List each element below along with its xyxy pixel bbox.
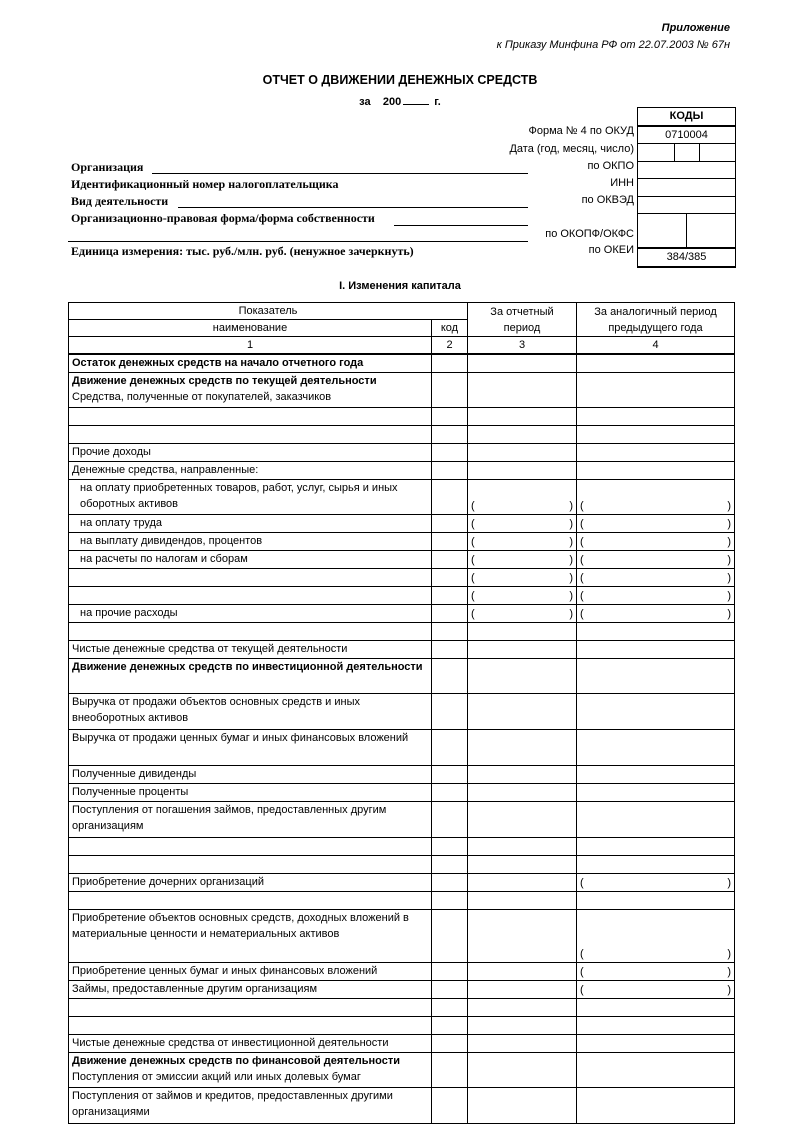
open-bracket: ( [580, 536, 584, 548]
previous-period-cell[interactable] [577, 1017, 735, 1035]
previous-period-cell[interactable] [577, 480, 735, 515]
current-period-cell[interactable] [468, 354, 577, 373]
current-period-cell[interactable] [468, 623, 577, 641]
close-bracket: ) [727, 590, 731, 602]
previous-period-cell[interactable] [577, 408, 735, 426]
codes-box [637, 107, 736, 268]
row-name-cell [69, 462, 432, 480]
current-period-cell[interactable] [468, 569, 577, 587]
negative-value-brackets [468, 587, 576, 604]
row-code-cell[interactable] [432, 623, 468, 641]
table-row [69, 462, 735, 480]
table-row [69, 910, 735, 963]
row-code-cell[interactable] [432, 838, 468, 856]
current-period-cell[interactable] [468, 1017, 577, 1035]
okei-label: по ОКЕИ [588, 244, 634, 256]
row-code-cell[interactable] [432, 999, 468, 1017]
current-period-cell[interactable] [468, 766, 577, 784]
okud-label: Форма № 4 по ОКУД [528, 125, 634, 137]
row-name-cell [69, 784, 432, 802]
previous-period-cell[interactable] [577, 999, 735, 1017]
previous-period-cell[interactable] [577, 802, 735, 838]
table-row [69, 838, 735, 856]
current-period-cell[interactable] [468, 730, 577, 766]
row-name-cell [69, 533, 432, 551]
row-name-cell [69, 856, 432, 874]
previous-period-cell[interactable] [577, 981, 735, 999]
current-period-cell[interactable] [468, 533, 577, 551]
row-code-cell[interactable] [432, 605, 468, 623]
row-code-cell[interactable] [432, 1035, 468, 1053]
okopf-divider [686, 214, 687, 247]
negative-value-brackets [577, 569, 734, 586]
row-name-cell [69, 623, 432, 641]
row-code-cell[interactable] [432, 981, 468, 999]
table-row [69, 784, 735, 802]
previous-period-cell[interactable] [577, 373, 735, 408]
open-bracket: ( [471, 554, 475, 566]
table-row [69, 623, 735, 641]
open-bracket: ( [471, 608, 475, 620]
legal-form-input-line[interactable] [394, 224, 528, 226]
row-code-cell[interactable] [432, 910, 468, 963]
close-bracket: ) [727, 984, 731, 996]
row-name-cell [69, 515, 432, 533]
table-row [69, 373, 735, 408]
open-bracket: ( [580, 554, 584, 566]
row-code-cell[interactable] [432, 641, 468, 659]
table-row [69, 766, 735, 784]
open-bracket: ( [580, 966, 584, 978]
row-name-cell [69, 587, 432, 605]
open-bracket: ( [580, 877, 584, 889]
okopf-label: по ОКОПФ/ОКФС [545, 228, 634, 240]
current-period-cell[interactable] [468, 856, 577, 874]
row-code-cell[interactable] [432, 569, 468, 587]
previous-period-cell[interactable] [577, 784, 735, 802]
current-period-cell[interactable] [468, 641, 577, 659]
row-label: на выплату дивидендов, процентов [80, 535, 263, 547]
table-row [69, 426, 735, 444]
row-name-cell [69, 641, 432, 659]
period-prefix: за [359, 96, 371, 108]
previous-period-cell[interactable] [577, 1088, 735, 1124]
open-bracket: ( [471, 500, 475, 512]
row-label: Полученные дивиденды [72, 768, 197, 780]
row-name-cell [69, 874, 432, 892]
open-bracket: ( [580, 500, 584, 512]
close-bracket: ) [569, 590, 573, 602]
row-name-cell [69, 408, 432, 426]
row-code-cell[interactable] [432, 766, 468, 784]
previous-period-cell[interactable] [577, 444, 735, 462]
table-row [69, 802, 735, 838]
row-label: Приобретение объектов основных средств, доходных вложений в материальные ценности и нематериальных активов [72, 912, 409, 940]
row-label: Движение денежных средств по инвестиционной деятельности [72, 661, 423, 673]
row-code-cell[interactable] [432, 533, 468, 551]
name-header: наименование [69, 320, 432, 337]
negative-value-brackets [577, 515, 734, 532]
code-header: код [432, 320, 468, 337]
table-row [69, 587, 735, 605]
row-name-cell [69, 766, 432, 784]
row-label: Движение денежных средств по текущей деятельности [72, 375, 377, 387]
row-code-cell[interactable] [432, 802, 468, 838]
previous-period-cell[interactable] [577, 874, 735, 892]
previous-period-cell[interactable] [577, 856, 735, 874]
negative-value-brackets [468, 605, 576, 622]
row-code-cell[interactable] [432, 1053, 468, 1088]
current-period-cell[interactable] [468, 515, 577, 533]
current-period-cell[interactable] [468, 408, 577, 426]
table-row [69, 444, 735, 462]
row-label: на расчеты по налогам и сборам [80, 553, 248, 565]
current-period-cell[interactable] [468, 694, 577, 730]
unit-label: Единица измерения: тыс. руб./млн. руб. (ненужное зачеркнуть) [71, 244, 414, 258]
current-period-cell[interactable] [468, 1053, 577, 1088]
previous-period-cell[interactable] [577, 694, 735, 730]
row-name-cell [69, 1017, 432, 1035]
row-code-cell[interactable] [432, 408, 468, 426]
previous-period-cell[interactable] [577, 641, 735, 659]
negative-value-brackets [577, 533, 734, 550]
okud-code: 0710004 [638, 127, 735, 145]
row-code-cell[interactable] [432, 444, 468, 462]
row-code-cell[interactable] [432, 856, 468, 874]
row-code-cell[interactable] [432, 354, 468, 373]
row-code-cell[interactable] [432, 373, 468, 408]
row-name-cell [69, 802, 432, 838]
negative-value-brackets [577, 874, 734, 891]
row-label: Остаток денежных средств на начало отчетного года [72, 357, 364, 369]
table-row [69, 856, 735, 874]
previous-period-cell[interactable] [577, 659, 735, 694]
negative-value-brackets [577, 981, 734, 998]
negative-value-brackets [577, 551, 734, 568]
negative-value-brackets [468, 515, 576, 532]
row-code-cell[interactable] [432, 1017, 468, 1035]
okei-code: 384/385 [638, 249, 735, 268]
row-label: на прочие расходы [80, 607, 178, 619]
open-bracket: ( [580, 590, 584, 602]
row-code-cell[interactable] [432, 515, 468, 533]
column-number-1: 1 [69, 337, 432, 355]
open-bracket: ( [471, 590, 475, 602]
table-row [69, 892, 735, 910]
current-period-cell[interactable] [468, 444, 577, 462]
row-label: Чистые денежные средства от текущей деятельности [72, 643, 348, 655]
previous-period-header: За аналогичный период предыдущего года [577, 303, 735, 337]
row-name-cell [69, 981, 432, 999]
column-number-4: 4 [577, 337, 735, 355]
current-period-cell[interactable] [468, 426, 577, 444]
current-period-header: За отчетный период [468, 303, 577, 337]
row-name-cell [69, 730, 432, 766]
row-code-cell[interactable] [432, 480, 468, 515]
negative-value-brackets [577, 480, 734, 514]
inn-org-label: Идентификационный номер налогоплательщика [71, 177, 339, 191]
current-period-cell[interactable] [468, 910, 577, 963]
current-period-cell[interactable] [468, 373, 577, 408]
date-label: Дата (год, месяц, число) [509, 143, 634, 155]
close-bracket: ) [727, 966, 731, 978]
previous-period-cell[interactable] [577, 892, 735, 910]
table-row [69, 515, 735, 533]
previous-period-cell[interactable] [577, 354, 735, 373]
previous-period-cell[interactable] [577, 838, 735, 856]
current-period-cell[interactable] [468, 462, 577, 480]
current-period-cell[interactable] [468, 999, 577, 1017]
previous-period-cell[interactable] [577, 766, 735, 784]
previous-period-cell[interactable] [577, 533, 735, 551]
period-suffix: г. [434, 96, 441, 108]
close-bracket: ) [569, 518, 573, 530]
table-row [69, 1088, 735, 1124]
current-period-cell[interactable] [468, 981, 577, 999]
current-period-cell[interactable] [468, 784, 577, 802]
date-divider [674, 144, 675, 161]
okved-code-field[interactable] [638, 197, 735, 215]
row-label: на оплату приобретенных товаров, работ, услуг, сырья и иных оборотных активов [80, 482, 398, 510]
close-bracket: ) [727, 554, 731, 566]
close-bracket: ) [727, 536, 731, 548]
row-name-cell [69, 569, 432, 587]
okpo-code-field[interactable] [638, 162, 735, 180]
negative-value-brackets [577, 605, 734, 622]
row-name-cell [69, 1035, 432, 1053]
row-name-cell [69, 694, 432, 730]
close-bracket: ) [727, 608, 731, 620]
table-row [69, 1053, 735, 1088]
row-name-cell [69, 999, 432, 1017]
row-code-cell[interactable] [432, 659, 468, 694]
table-row [69, 1035, 735, 1053]
table-row [69, 963, 735, 981]
close-bracket: ) [569, 536, 573, 548]
open-bracket: ( [580, 608, 584, 620]
date-code-field[interactable] [638, 144, 735, 162]
negative-value-brackets [468, 533, 576, 550]
previous-period-cell[interactable] [577, 426, 735, 444]
cash-flow-table [68, 302, 735, 1124]
row-code-cell[interactable] [432, 551, 468, 569]
previous-period-cell[interactable] [577, 730, 735, 766]
table-row [69, 659, 735, 694]
table-row [69, 874, 735, 892]
table-row [69, 551, 735, 569]
open-bracket: ( [471, 518, 475, 530]
negative-value-brackets [577, 910, 734, 962]
row-name-cell [69, 551, 432, 569]
indicator-header: Показатель [69, 303, 468, 320]
close-bracket: ) [569, 554, 573, 566]
previous-period-cell[interactable] [577, 515, 735, 533]
period-year: 200 [382, 96, 402, 108]
current-period-cell[interactable] [468, 551, 577, 569]
close-bracket: ) [727, 877, 731, 889]
activity-label: Вид деятельности [71, 194, 169, 208]
row-name-cell [69, 910, 432, 963]
row-label: Полученные проценты [72, 786, 189, 798]
okopf-code-field[interactable] [638, 214, 735, 249]
row-code-cell[interactable] [432, 892, 468, 910]
row-code-cell[interactable] [432, 730, 468, 766]
row-label: Приобретение ценных бумаг и иных финансовых вложений [72, 965, 378, 977]
row-name-cell [69, 1053, 432, 1088]
row-code-cell[interactable] [432, 1088, 468, 1124]
row-label: Выручка от продажи объектов основных средств и иных внеоборотных активов [72, 696, 360, 724]
okpo-label: по ОКПО [587, 160, 634, 172]
table-row [69, 981, 735, 999]
negative-value-brackets [468, 569, 576, 586]
row-code-cell[interactable] [432, 874, 468, 892]
row-name-cell [69, 444, 432, 462]
row-label: Денежные средства, направленные: [72, 464, 259, 476]
close-bracket: ) [727, 572, 731, 584]
row-label: Прочие доходы [72, 446, 151, 458]
row-label: на оплату труда [80, 517, 163, 529]
close-bracket: ) [727, 948, 731, 960]
current-period-cell[interactable] [468, 838, 577, 856]
table-row [69, 354, 735, 373]
legal-form-input-line-2[interactable] [68, 240, 528, 242]
open-bracket: ( [580, 572, 584, 584]
row-code-cell[interactable] [432, 963, 468, 981]
previous-period-cell[interactable] [577, 963, 735, 981]
current-period-cell[interactable] [468, 802, 577, 838]
open-bracket: ( [471, 572, 475, 584]
current-period-cell[interactable] [468, 963, 577, 981]
close-bracket: ) [569, 608, 573, 620]
previous-period-cell[interactable] [577, 587, 735, 605]
previous-period-cell[interactable] [577, 623, 735, 641]
open-bracket: ( [580, 984, 584, 996]
column-number-3: 3 [468, 337, 577, 355]
current-period-cell[interactable] [468, 874, 577, 892]
previous-period-cell[interactable] [577, 605, 735, 623]
previous-period-cell[interactable] [577, 1035, 735, 1053]
row-name-cell [69, 354, 432, 373]
current-period-cell[interactable] [468, 480, 577, 515]
row-code-cell[interactable] [432, 426, 468, 444]
row-code-cell[interactable] [432, 462, 468, 480]
table-row [69, 569, 735, 587]
period-line [0, 93, 800, 108]
okved-label: по ОКВЭД [581, 194, 634, 206]
row-code-cell[interactable] [432, 694, 468, 730]
org-label: Организация [71, 160, 144, 174]
open-bracket: ( [471, 536, 475, 548]
table-row [69, 408, 735, 426]
row-label: Приобретение дочерних организаций [72, 876, 265, 888]
row-sublabel: Поступления от эмиссии акций или иных долевых бумаг [72, 1071, 361, 1083]
close-bracket: ) [569, 572, 573, 584]
table-row [69, 605, 735, 623]
appendix-title: Приложение [661, 22, 730, 34]
org-input-line[interactable] [152, 172, 528, 174]
table-row [69, 533, 735, 551]
negative-value-brackets [577, 963, 734, 980]
table-row [69, 694, 735, 730]
negative-value-brackets [468, 551, 576, 568]
row-name-cell [69, 605, 432, 623]
open-bracket: ( [580, 948, 584, 960]
row-label: Поступления от погашения займов, предоставленных другим организациям [72, 804, 387, 832]
inn-code-field[interactable] [638, 179, 735, 197]
negative-value-brackets [577, 587, 734, 604]
row-name-cell [69, 892, 432, 910]
previous-period-cell[interactable] [577, 462, 735, 480]
row-label: Поступления от займов и кредитов, предоставленных другими организациями [72, 1090, 393, 1118]
row-label: Займы, предоставленные другим организациям [72, 983, 318, 995]
previous-period-cell[interactable] [577, 551, 735, 569]
table-row [69, 1017, 735, 1035]
current-period-cell[interactable] [468, 1035, 577, 1053]
row-code-cell[interactable] [432, 587, 468, 605]
document-title: ОТЧЕТ О ДВИЖЕНИИ ДЕНЕЖНЫХ СРЕДСТВ [262, 73, 538, 87]
legal-form-label: Организационно-правовая форма/форма собственности [71, 211, 375, 225]
open-bracket: ( [580, 518, 584, 530]
close-bracket: ) [569, 500, 573, 512]
codes-header: КОДЫ [638, 108, 735, 127]
row-name-cell [69, 480, 432, 515]
date-divider [699, 144, 700, 161]
table-row [69, 480, 735, 515]
current-period-cell[interactable] [468, 587, 577, 605]
row-name-cell [69, 659, 432, 694]
activity-input-line[interactable] [178, 206, 528, 208]
row-code-cell[interactable] [432, 784, 468, 802]
inn-label: ИНН [610, 177, 634, 189]
previous-period-cell[interactable] [577, 569, 735, 587]
row-name-cell [69, 963, 432, 981]
previous-period-cell[interactable] [577, 910, 735, 963]
current-period-cell[interactable] [468, 892, 577, 910]
row-label: Движение денежных средств по финансовой деятельности [72, 1055, 401, 1067]
row-name-cell [69, 426, 432, 444]
current-period-cell[interactable] [468, 605, 577, 623]
close-bracket: ) [727, 518, 731, 530]
table-row [69, 730, 735, 766]
close-bracket: ) [727, 500, 731, 512]
row-sublabel: Средства, полученные от покупателей, заказчиков [72, 391, 332, 403]
row-name-cell [69, 838, 432, 856]
table-row [69, 999, 735, 1017]
row-name-cell [69, 1088, 432, 1124]
current-period-cell[interactable] [468, 659, 577, 694]
column-number-2: 2 [432, 337, 468, 355]
previous-period-cell[interactable] [577, 1053, 735, 1088]
period-year-blank[interactable] [403, 93, 429, 105]
section-title: I. Изменения капитала [339, 280, 461, 292]
row-label: Чистые денежные средства от инвестиционной деятельности [72, 1037, 389, 1049]
appendix-subtitle: к Приказу Минфина РФ от 22.07.2003 № 67н [496, 39, 730, 51]
row-name-cell [69, 373, 432, 408]
current-period-cell[interactable] [468, 1088, 577, 1124]
table-row [69, 641, 735, 659]
row-label: Выручка от продажи ценных бумаг и иных финансовых вложений [72, 732, 409, 744]
negative-value-brackets [468, 480, 576, 514]
